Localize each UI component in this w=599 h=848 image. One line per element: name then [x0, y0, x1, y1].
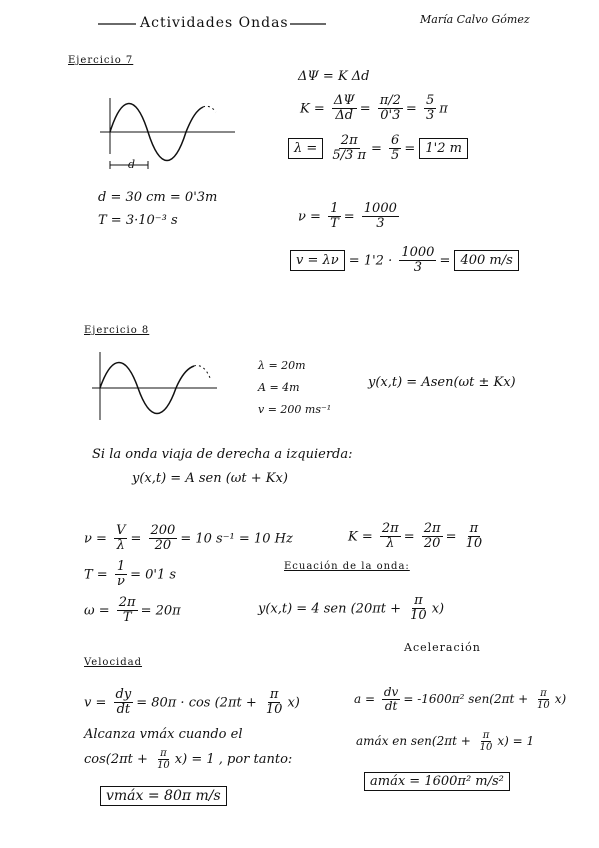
ex8-T-post: = 0'1 s — [130, 567, 177, 583]
ex8-nu-f2-num: 200 — [150, 523, 176, 538]
vel-post: x) — [287, 695, 300, 711]
ex8-sentence: Si la onda viaja de derecha a izquierda: — [92, 447, 353, 462]
ex8-eq-omega — [84, 596, 181, 626]
vel-text-2 — [84, 748, 292, 771]
ex7-v-mid: = 1'2 · — [348, 253, 393, 269]
vmax-result: vmáx = 80π m/s — [100, 786, 227, 806]
ex7-l-f1-num: 2π — [340, 133, 358, 148]
page-title: Actividades Ondas — [140, 15, 289, 31]
ex8-nu-f2-den: 20 — [154, 538, 172, 554]
ex8-K-f2-den: 20 — [423, 536, 441, 552]
acc-mid: = -1600π² sen(2πt + — [403, 692, 529, 707]
ex7-T-value: T = 3·10⁻³ s — [98, 213, 178, 228]
amax-result: amáx = 1600π² m/s² — [364, 772, 510, 791]
ex7-nu-f2-den: 3 — [376, 216, 385, 232]
ex7-heading: Ejercicio 7 — [68, 55, 134, 66]
ex7-lambda-box: λ = — [288, 138, 323, 159]
acc-f-num: dv — [383, 685, 399, 699]
ex8-w-f-num: 2π — [118, 595, 136, 610]
velocity-heading: Velocidad — [84, 657, 143, 668]
vel-f2-num: π — [269, 687, 279, 702]
ex7-v-f-den: 3 — [413, 260, 423, 276]
ex8-wave-eq-heading: Ecuación de la onda: — [284, 561, 410, 572]
accel-heading: Aceleración — [404, 641, 481, 654]
ex8-T-pre: T = — [84, 567, 108, 583]
vel-text2-f-den: 10 — [157, 760, 170, 771]
ex7-k-f3-den: 3 — [425, 108, 435, 124]
ex7-d-label: d — [128, 158, 136, 171]
amax-text-f-num: π — [482, 730, 490, 741]
ex7-v-result: 400 m/s — [454, 250, 518, 271]
vel-f2-den: 10 — [265, 702, 283, 718]
ex7-v-box: v = λν — [290, 250, 345, 271]
vel-text2-post: x) = 1 , por tanto: — [174, 752, 293, 767]
vel-f-den: dt — [116, 702, 131, 718]
ex7-lambda-result: 1'2 m — [419, 138, 468, 159]
ex7-v-f-num: 1000 — [401, 245, 435, 260]
ex7-k-f1-num: ΔΨ — [333, 93, 355, 108]
ex7-k-pre: K = — [300, 101, 325, 117]
ex7-k-f2-num: π/2 — [379, 93, 401, 108]
ex8-nu-post: = 10 s⁻¹ = 10 Hz — [180, 531, 293, 547]
ex8-wave-diagram — [92, 348, 222, 424]
vel-text-1: Alcanza vmáx cuando el — [84, 727, 243, 742]
ex7-eq-v: v = λν = 1'2 · $\frac{1000}{3}$ = 400 m/s — [290, 246, 519, 276]
vel-f-num: dy — [115, 687, 132, 702]
ex8-K-f1-num: 2π — [381, 521, 399, 536]
ex8-wave-eq-pre: y(x,t) = 4 sen (20πt + — [258, 601, 402, 617]
ex8-wave-eq-f-num: π — [414, 593, 423, 608]
acc-f-den: dt — [384, 699, 398, 714]
amax-text-pre: amáx en sen(2πt + — [356, 734, 471, 748]
vel-text2-pre: cos(2πt + — [84, 752, 148, 767]
vel-text2-f-num: π — [160, 748, 167, 759]
ex8-w-post: = 20π — [140, 603, 181, 619]
acc-f2-den: 10 — [537, 700, 550, 712]
ex8-nu-f1-num: V — [116, 523, 126, 538]
ex8-eq-nu: ν = $\frac{V}{\lambda}$ = $\frac{200}{20}$ = 10 s⁻¹ = 10 Hz — [84, 523, 293, 554]
ex8-K-pre: K = — [348, 529, 373, 545]
ex7-d-value: d = 30 cm = 0'3m — [98, 190, 218, 205]
ex8-w-pre: ω = — [84, 603, 110, 619]
ex8-nu-pre: ν = — [84, 531, 107, 547]
ex7-eq-dphi: ΔΨ = K Δd — [298, 69, 370, 84]
ex7-k-f3-num: 5 — [425, 93, 435, 108]
ex8-wave-eq — [258, 594, 444, 624]
ex7-k-f1-den: Δd — [335, 108, 354, 124]
ex8-K-f2-num: 2π — [423, 521, 441, 536]
ex7-l-f2-den: 5 — [391, 148, 400, 164]
title-dash-right — [290, 22, 330, 26]
ex8-velocity-given: v = 200 ms⁻¹ — [258, 403, 332, 416]
ex7-l-f1-den: 5/3 π — [332, 148, 367, 164]
accel-eq — [354, 686, 566, 713]
ex8-nu-f1-den: λ — [116, 538, 125, 554]
ex8-lambda: λ = 20m — [258, 359, 306, 372]
vel-pre: v = — [84, 695, 107, 711]
ex8-heading: Ejercicio 8 — [84, 325, 150, 336]
ex8-wave-eq-f-den: 10 — [410, 608, 427, 624]
ex8-w-f-den: T — [122, 610, 132, 626]
ex8-wave-eq-post: x) — [431, 601, 445, 617]
ex8-general-eq: y(x,t) = Asen(ωt ± Kx) — [368, 375, 516, 390]
ex8-K-f3-num: π — [469, 521, 479, 536]
ex7-eq-lambda: λ = $\frac{2\pi}{5/3 \pi}$ = $\frac{6}{5}$ = 1'2 m — [288, 134, 468, 164]
acc-pre: a = — [354, 692, 376, 707]
ex7-k-f2-den: 0'3 — [380, 108, 401, 124]
amax-text-post: x) = 1 — [497, 734, 535, 748]
velocity-eq — [84, 688, 300, 718]
ex8-T-f-den: ν — [117, 574, 125, 590]
ex8-amplitude: A = 4m — [258, 381, 300, 394]
ex7-nu-f1-den: T — [330, 216, 339, 232]
ex7-wave-diagram — [100, 92, 240, 172]
title-dash-left — [98, 22, 138, 26]
ex7-l-f2-num: 6 — [391, 133, 400, 148]
ex7-nu-pre: ν = — [298, 209, 321, 225]
ex7-nu-f1-num: 1 — [330, 201, 339, 216]
author-name: María Calvo Gómez — [420, 13, 530, 26]
vel-mid: = 80π · cos (2πt + — [136, 695, 257, 711]
ex8-eq-K: K = $\frac{2\pi}{\lambda}$ = $\frac{2\pi}{20}$ = $\frac{\pi}{10}$ — [348, 521, 483, 552]
ex7-k-post: π — [439, 101, 448, 117]
ex8-K-f3-den: 10 — [465, 536, 483, 552]
ex8-K-f1-den: λ — [386, 536, 395, 552]
ex7-eq-nu: ν = $\frac{1}{T}$ = $\frac{1000}{3}$ — [298, 201, 397, 232]
ex7-nu-f2-num: 1000 — [363, 201, 397, 216]
ex8-eq-T — [84, 560, 176, 590]
ex7-eq-k: K = $\frac{\Delta\Psi}{\Delta d}$ = $\frac{\pi/2}{0'3}$ = $\frac{5}{3}$ π — [300, 93, 448, 124]
acc-f2-num: π — [540, 688, 547, 700]
amax-text — [356, 730, 534, 753]
ex8-T-f-num: 1 — [116, 559, 126, 574]
ex8-eq-y: y(x,t) = A sen (ωt + Kx) — [132, 471, 288, 486]
amax-text-f-den: 10 — [479, 742, 493, 753]
acc-post: x) — [554, 692, 567, 707]
